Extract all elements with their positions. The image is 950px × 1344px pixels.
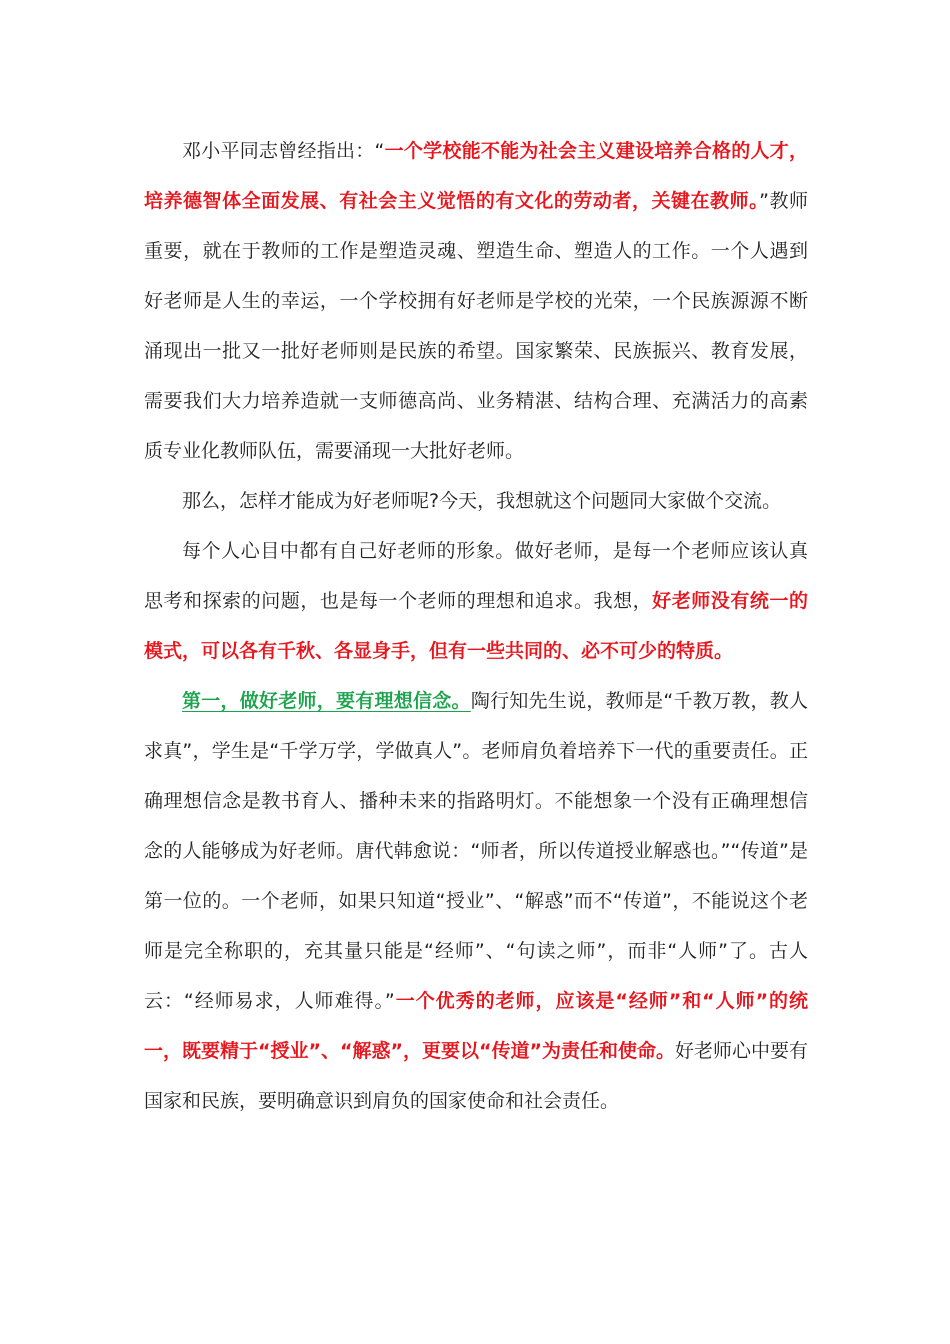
paragraph-ideals-and-beliefs: [144, 676, 808, 1126]
document-body: [144, 126, 808, 1126]
text-segment: 那么，怎样才能成为好老师呢?今天，我想就这个问题同大家做个交流。: [182, 490, 782, 512]
highlighted-statement: 一个优秀的老师，应该是“经师”和“人师”的统一，既要精于“授业”、“解惑”，更要以“传道”为责任和使命。: [144, 990, 808, 1062]
paragraph-question: [144, 476, 808, 526]
paragraph-good-teacher-image: [144, 526, 808, 676]
section-heading-first: 第一，做好老师，要有理想信念。: [182, 690, 471, 712]
paragraph-deng-xiaoping-quote: [144, 126, 808, 476]
text-segment: 陶行知先生说，教师是“千教万教，教人求真”，学生是“千学万学，学做真人”。老师肩负着培养下一代的重要责任。正确理想信念是教书育人、播种未来的指路明灯。不能想象一个没有正确理想信念的人能够成为好老师。唐代韩愈说：“师者，所以传道授业解惑也。”“传道”是第一位的。一个老师，如果只知道“授业”、“解惑”而不“传道”，不能说这个老师是完全称职的，充其量只能是“经师”、“句读之师”，而非“人师”了。古人云：“经师易求，人师难得。”: [144, 690, 808, 1012]
highlighted-statement: 好老师没有统一的模式，可以各有千秋、各显身手，但有一些共同的、必不可少的特质。: [144, 590, 808, 662]
text-segment: 好老师心中要有国家和民族，要明确意识到肩负的国家使命和社会责任。: [144, 1040, 808, 1112]
text-segment: ”教师重要，就在于教师的工作是塑造灵魂、塑造生命、塑造人的工作。一个人遇到好老师是人生的幸运，一个学校拥有好老师是学校的光荣，一个民族源源不断涌现出一批又一批好老师则是民族的希望。国家繁荣、民族振兴、教育发展，需要我们大力培养造就一支师德高尚、业务精湛、结构合理、充满活力的高素质专业化教师队伍，需要涌现一大批好老师。: [144, 190, 808, 462]
text-segment: 每个人心目中都有自己好老师的形象。做好老师，是每一个老师应该认真思考和探索的问题，也是每一个老师的理想和追求。我想，: [144, 540, 808, 612]
text-segment: 邓小平同志曾经指出：“: [182, 140, 385, 162]
highlighted-quote: 一个学校能不能为社会主义建设培养合格的人才，培养德智体全面发展、有社会主义觉悟的有文化的劳动者，关键在教师。: [144, 140, 808, 212]
